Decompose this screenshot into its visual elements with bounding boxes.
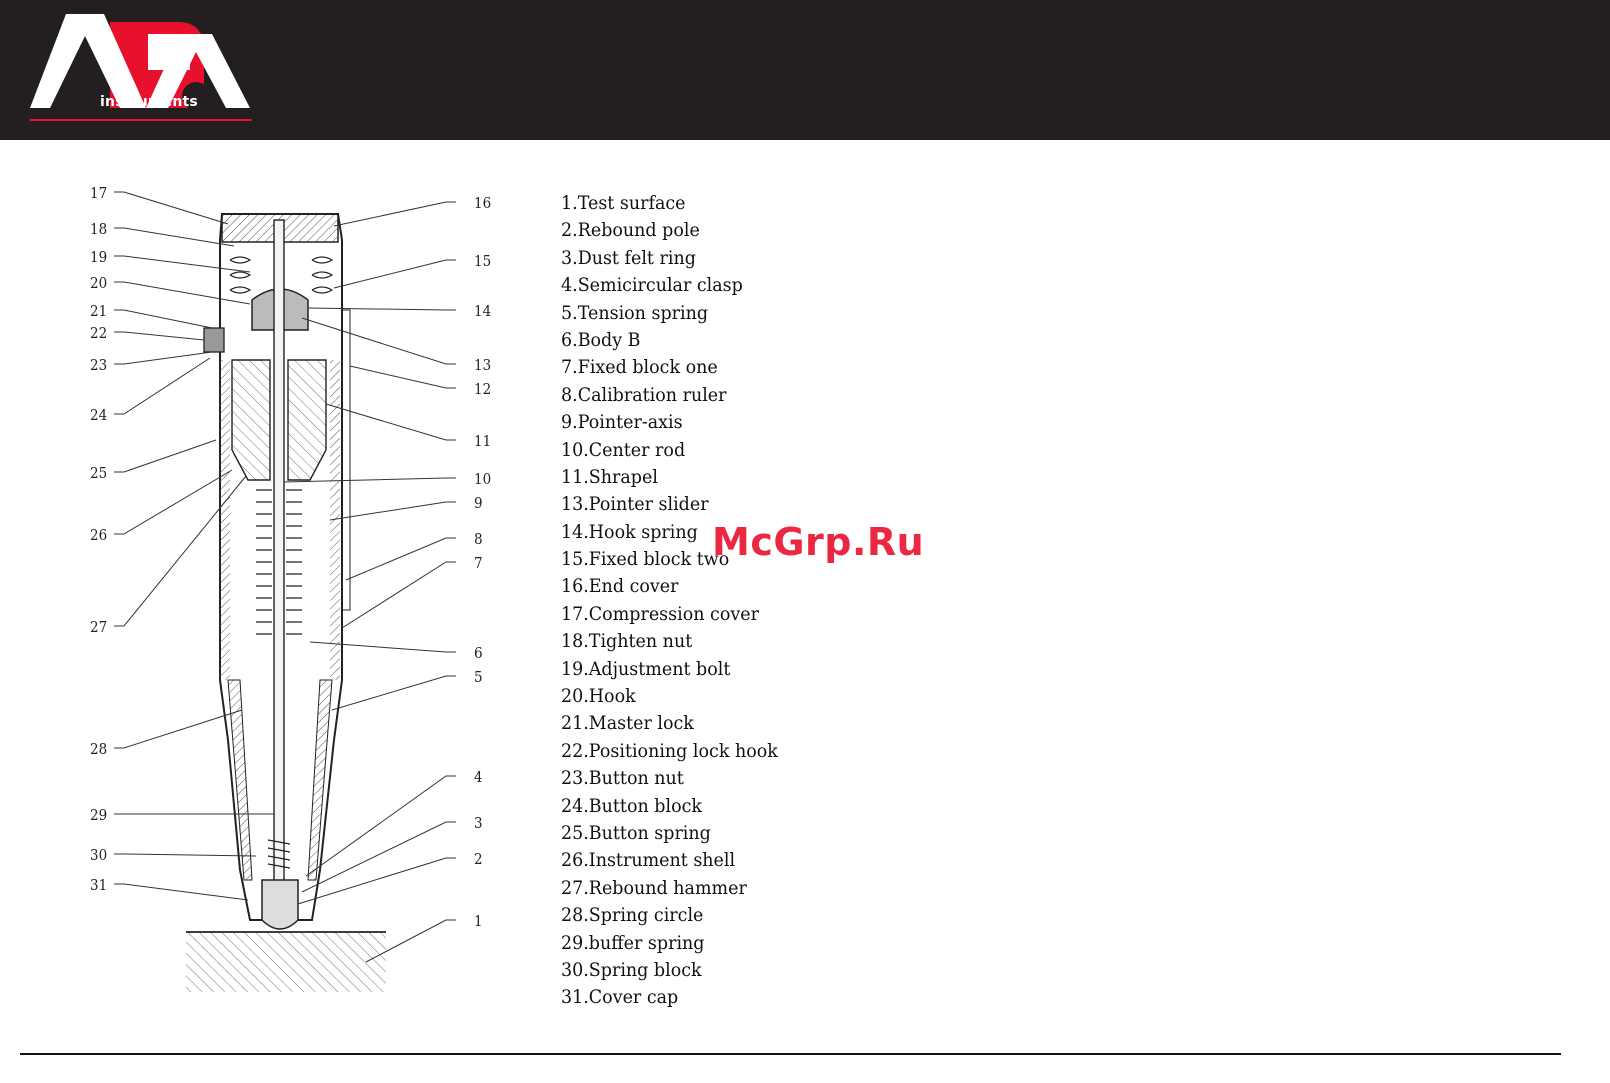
- list-item: 22.Positioning lock hook: [561, 739, 778, 762]
- callout-1: 1: [474, 912, 483, 930]
- callout-20: 20: [90, 274, 108, 292]
- callout-2: 2: [474, 850, 483, 868]
- callout-26: 26: [90, 526, 108, 544]
- callout-11: 11: [474, 432, 492, 450]
- hammer-cross-section-diagram: [80, 180, 520, 1030]
- list-item: 11.Shrapel: [561, 465, 658, 488]
- list-item: 19.Adjustment bolt: [561, 657, 731, 680]
- list-item: 26.Instrument shell: [561, 849, 736, 872]
- callout-9: 9: [474, 494, 483, 512]
- callout-10: 10: [474, 470, 492, 488]
- list-item: 17.Compression cover: [561, 602, 759, 625]
- list-item: 10.Center rod: [561, 438, 686, 461]
- callout-30: 30: [90, 846, 108, 864]
- list-item: 13.Pointer slider: [561, 493, 709, 516]
- watermark: McGrp.Ru: [712, 520, 925, 564]
- callout-4: 4: [474, 768, 483, 786]
- callout-7: 7: [474, 554, 483, 572]
- list-item: 20.Hook: [561, 685, 636, 708]
- list-item: 7.Fixed block one: [561, 356, 718, 379]
- callout-18: 18: [90, 220, 108, 238]
- callout-15: 15: [474, 252, 492, 270]
- logo-wordmark: instruments: [100, 94, 198, 110]
- callout-31: 31: [90, 876, 108, 894]
- callout-16: 16: [474, 194, 492, 212]
- list-item: 23.Button nut: [561, 767, 684, 790]
- list-item: 25.Button spring: [561, 821, 711, 844]
- callout-28: 28: [90, 740, 108, 758]
- callout-3: 3: [474, 814, 483, 832]
- list-item: 15.Fixed block two: [561, 548, 730, 571]
- footer-divider: [20, 1053, 1561, 1055]
- callout-8: 8: [474, 530, 483, 548]
- callout-19: 19: [90, 248, 108, 266]
- list-item: 27.Rebound hammer: [561, 876, 747, 899]
- callout-23: 23: [90, 356, 108, 374]
- list-item: 29.buffer spring: [561, 931, 705, 954]
- list-item: 6.Body B: [561, 328, 641, 351]
- list-item: 5.Tension spring: [561, 301, 709, 324]
- header-bar: [0, 0, 1610, 140]
- callout-13: 13: [474, 356, 492, 374]
- list-item: 30.Spring block: [561, 958, 702, 981]
- callout-24: 24: [90, 406, 108, 424]
- list-item: 1.Test surface: [561, 192, 686, 214]
- callout-21: 21: [90, 302, 108, 320]
- list-item: 18.Tighten nut: [561, 630, 693, 653]
- callout-27: 27: [90, 618, 108, 636]
- list-item: 14.Hook spring: [561, 520, 698, 543]
- callout-6: 6: [474, 644, 483, 662]
- list-item: 28.Spring circle: [561, 904, 704, 927]
- callout-5: 5: [474, 668, 483, 686]
- callout-29: 29: [90, 806, 108, 824]
- list-item: 8.Calibration ruler: [561, 383, 727, 406]
- list-item: 3.Dust felt ring: [561, 246, 696, 269]
- list-item: 24.Button block: [561, 794, 702, 817]
- list-item: 16.End cover: [561, 575, 679, 598]
- list-item: 31.Cover cap: [561, 986, 679, 1009]
- callout-25: 25: [90, 464, 108, 482]
- ada-logo: [28, 14, 264, 128]
- callout-12: 12: [474, 380, 492, 398]
- parts-legend: [561, 190, 797, 1012]
- list-item: 9.Pointer-axis: [561, 411, 683, 434]
- list-item: 4.Semicircular clasp: [561, 274, 743, 297]
- list-item: 2.Rebound pole: [561, 219, 700, 242]
- list-item: 21.Master lock: [561, 712, 694, 735]
- callout-22: 22: [90, 324, 108, 342]
- callout-14: 14: [474, 302, 492, 320]
- callout-17: 17: [90, 184, 108, 202]
